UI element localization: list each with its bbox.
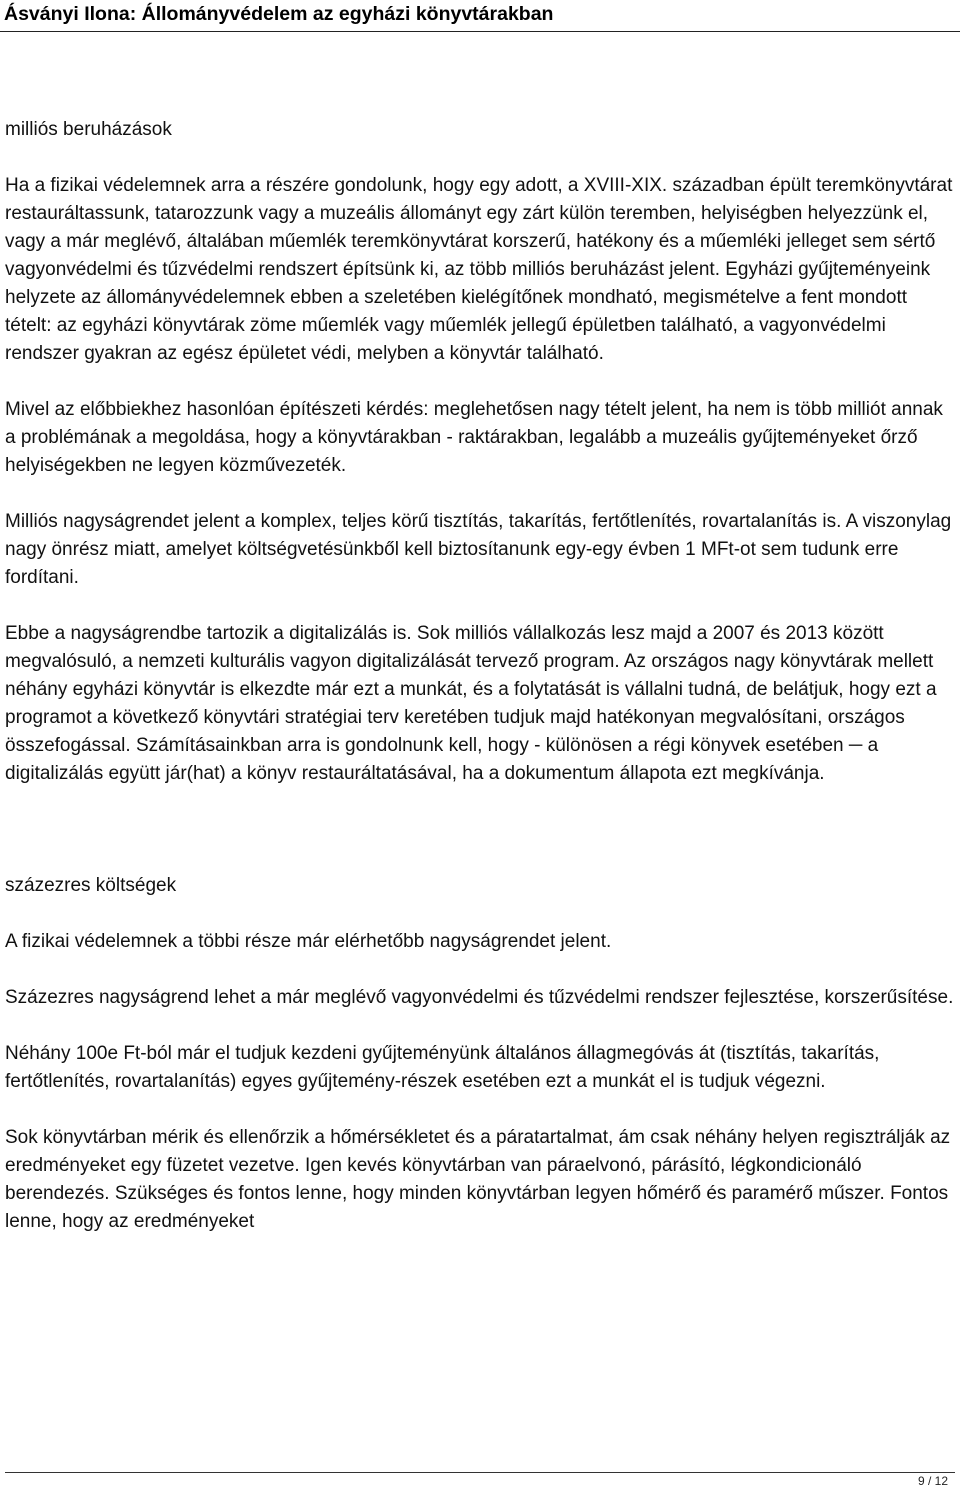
page-header xyxy=(0,0,960,32)
paragraph: Néhány 100e Ft-ból már el tudjuk kezdeni gyűjteményünk általános állagmegóvás át (tisztítás, takarítás, fertőtlenítés, rovartalanítás) egyes gyűjtemény-részek esetében ezt a munkát el is tudjuk végezni. xyxy=(5,1043,880,1092)
page-number: 9 / 12 xyxy=(917,1474,948,1488)
footer-divider xyxy=(5,1472,955,1473)
document-title: Ásványi Ilona: Állományvédelem az egyházi könyvtárakban xyxy=(4,3,554,25)
paragraph: Sok könyvtárban mérik és ellenőrzik a hőmérsékletet és a páratartalmat, ám csak néhány helyen regisztrálják az eredményeket egy füzetet vezetve. Igen kevés könyvtárban van páraelvonó, párásító, légkondicionáló berendezés. Szükséges és fontos lenne, hogy minden könyvtárban legyen hőmérő és paramérő műszer. Fontos lenne, hogy az eredményeket xyxy=(5,1127,951,1232)
section-heading-millios: milliós beruházások xyxy=(5,119,172,140)
paragraph: Ha a fizikai védelemnek arra a részére gondolunk, hogy egy adott, a XVIII-XIX. században épült teremkönyvtárat restauráltassunk, tatarozzunk vagy a muzeális állományt egy zárt külön teremben, helyiségben helyezzünk el, vagy a már meglévő, általában műemlék teremkönyvtárat korszerű, hatékony és a műemléki jelleget sem sértő vagyonvédelmi és tűzvédelmi rendszert építsünk ki, az több milliós beruházást jelent. Egyházi gyűjteményeink helyzete az állományvédelemnek ebben a szeletében kielégítőnek mondható, megismételve a fent mondott tételt: az egyházi könyvtárak zöme műemlék vagy műemlék jellegű épületben található, a vagyonvédelmi rendszer gyakran az egész épületet védi, melyben a könyvtár található. xyxy=(5,175,953,364)
paragraph: Százezres nagyságrend lehet a már meglévő vagyonvédelmi és tűzvédelmi rendszer fejlesztése, korszerűsítése. xyxy=(5,987,954,1008)
section-spacer xyxy=(5,816,955,872)
paragraph: Milliós nagyságrendet jelent a komplex, teljes körű tisztítás, takarítás, fertőtlenítés, rovartalanítás is. A viszonylag nagy önrész miatt, amelyet költségvetésünkből kell biztosítanunk egy-egy évben 1 MFt-ot sem tudunk erre fordítani. xyxy=(5,511,952,588)
section-heading-szazezres: százezres költségek xyxy=(5,875,177,896)
paragraph: A fizikai védelemnek a többi része már elérhetőbb nagyságrendet jelent. xyxy=(5,931,612,952)
paragraph: Ebbe a nagyságrendbe tartozik a digitalizálás is. Sok milliós vállalkozás lesz majd a 2007 és 2013 között megvalósuló, a nemzeti kulturális vagyon digitalizálását tervező program. Az országos nagy könyvtárak mellett néhány egyházi könyvtár is elkezdte már ezt a munkát, és a folytatását is vállalni tudná, de belátjuk, hogy ezt a programot a következő könyvtári stratégiai terv keretében tudjuk majd hatékonyan megvalósítani, országos összefogással. Számításainkban arra is gondolnunk kell, hogy - különösen a régi könyvek esetében ─ a digitalizálás együtt jár(hat) a könyv restauráltatásával, ha a dokumentum állapota ezt megkívánja. xyxy=(5,623,937,784)
paragraph: Mivel az előbbiekhez hasonlóan építészeti kérdés: meglehetősen nagy tételt jelent, ha nem is több milliót annak a problémának a megoldása, hogy a könyvtárakban - raktárakban, legalább a muzeális gyűjteményeket őrző helyiségekben ne legyen közművezeték. xyxy=(5,399,943,476)
document-body xyxy=(5,116,955,1236)
